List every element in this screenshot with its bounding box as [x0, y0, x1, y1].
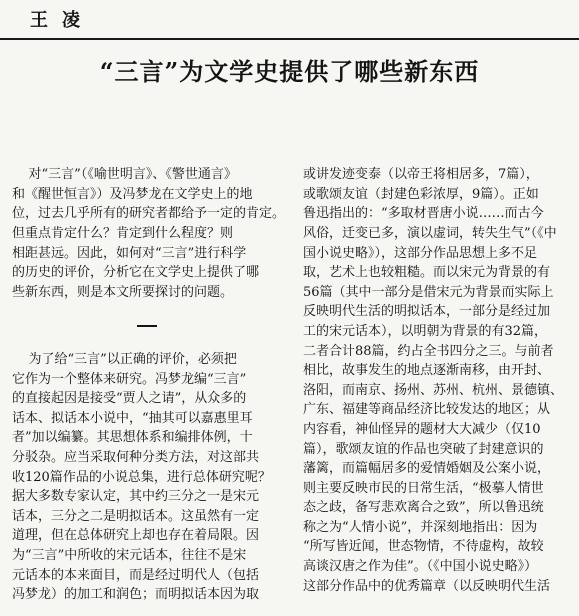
section-number-one: [137, 325, 157, 327]
left-column: [12, 126, 286, 322]
right-column: [303, 126, 573, 616]
article-title: “三言”为文学史提供了哪些新东西: [99, 57, 480, 86]
section-one-paragraph: 为了给“三言”以正确的评价，必须把 它作为一个整体来研究。冯梦龙编“三言” 的直接起因是接受“贾人之请”，从众多的 话本、拟话本小说中，“抽其可以嘉惠里耳 者”加以编纂。其思想体系和编排体例，十 分驳杂。应当采取何种分类方法，对这部共 收120篇作品的小说总集，进行总体研究呢？ 据大多数专家认定，其中约三分之一是宋元 话本，三分之二是明拟话本。这虽然有一定 道理，但在总体研究上却也存在着局限。因 为“三言”中所收的宋元话本，往往不是宋 元话本的本来面目，而是经过明代人（包括 冯梦龙）的加工和润色；而明拟话本因为取: [12, 352, 271, 603]
intro-paragraph: 对“三言”（《喻世明言》、《警世通言》 和《醒世恒言》）及冯梦龙在文学史上的地 位，过去几乎所有的研究者都给予一定的肯定。 但重点肯定什么？肯定到什么程度？则 相距甚远。因此，如何对“三言”进行科学 的历史的评价，分析它在文学史上提供了哪 些新东西，则是本文所要探讨的问题。: [12, 167, 286, 300]
author-name: 王凌: [30, 10, 94, 31]
right-column-text: 或讲发迹变泰（以帝王将相居多，7篇）， 或歌颂友谊（封建色彩浓厚，9篇）。正如 鲁迅指出的：“多取材晋唐小说……而古今 风俗，迁变已多，演以虚词，转失生气”（《中 国小说史略》），这部分作品思想上多不足 取，艺术上也较粗糙。而以宋元为背景的有 56篇（其中一部分是借宋元为背景而实际上 反映明代生活的明拟话本，一部分是经过加 工的宋元话本），以明朝为背景的有32篇， 二者合计88篇，约占全书四分之三。与前者 相比，故事发生的地点逐渐南移，由开封、 洛阳，而南京、扬州、苏州、杭州、景德镇、 广东、福建等商品经济比较发达的地区；从 内容看，神仙怪异的题材大大减少（仅10 篇），歌颂友谊的作品也突破了封建意识的 藩篱，而篇幅居多的爱情婚姻及公案小说， 则主要反映市民的日常生活，“极摹人情世 态之歧，备写悲欢离合之致”，所以鲁迅统 称之为“人情小说”，并深刻地指出：因为 “所写皆近闻，世态物情，不待虚构，故较 高谈汉唐之作为佳”。（《中国小说史略》） 这部分作品中的优秀篇章（以反映明代生活: [303, 167, 564, 594]
author-header: [0, 0, 579, 40]
